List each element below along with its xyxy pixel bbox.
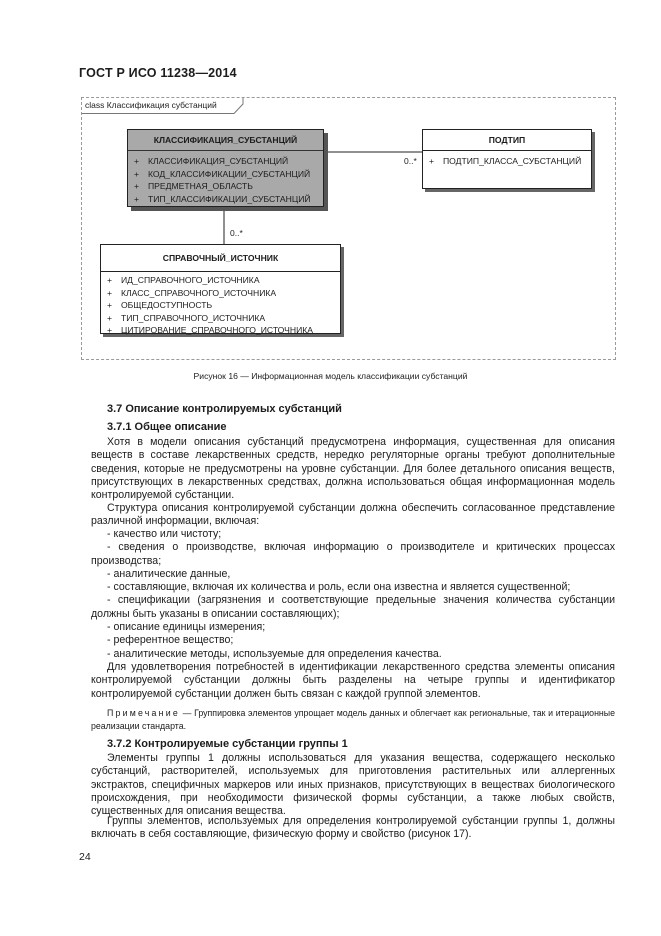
page-number: 24 <box>79 851 91 863</box>
class-title: КЛАССИФИКАЦИЯ_СУБСТАНЦИЙ <box>128 130 323 151</box>
note: Примечание — Группировка элементов упрощает модель данных и облегчает как региональные, так и итерационные реализации стандарта. <box>91 708 616 731</box>
note-label: Примечание <box>107 708 180 718</box>
class-title: ПОДТИП <box>423 130 591 151</box>
list-item: - референтное вещество; <box>107 634 234 647</box>
class-attribute: + КЛАССИФИКАЦИЯ_СУБСТАНЦИЙ <box>134 156 289 166</box>
class-attribute: + ЦИТИРОВАНИЕ_СПРАВОЧНОГО_ИСТОЧНИКА <box>107 325 314 335</box>
list-item: - аналитические данные, <box>107 567 231 580</box>
section-heading-3-7: 3.7 Описание контролируемых субстанций <box>107 403 342 415</box>
class-attribute: + КОД_КЛАССИФИКАЦИИ_СУБСТАНЦИЙ <box>134 168 311 179</box>
section-heading-3-7-1: 3.7.1 Общее описание <box>107 421 227 433</box>
list-item: - описание единицы измерения; <box>107 621 266 634</box>
list-item: - качество или чистоту; <box>107 528 222 540</box>
bullet-list <box>91 528 615 661</box>
paragraph: Для удовлетворения потребностей в идентификации лекарственного средства элементы описания контролируемой субстанции должны быть разделены на четыре группы и идентификатор контролируемой субстанции должен быть связан с каждой группой элементов. <box>91 661 615 700</box>
section-heading-3-7-2: 3.7.2 Контролируемые субстанции группы 1 <box>107 738 348 750</box>
list-item: - аналитические методы, используемые для определения качества. <box>107 647 442 660</box>
class-title: СПРАВОЧНЫЙ_ИСТОЧНИК <box>101 245 340 272</box>
class-attribute: + КЛАСС_СПРАВОЧНОГО_ИСТОЧНИКА <box>107 287 277 298</box>
class-subtype[interactable] <box>422 129 592 189</box>
list-item: - составляющие, включая их количества и роль, если она известна и является существенной; <box>107 581 571 594</box>
multiplicity-reference: 0..* <box>230 228 243 238</box>
class-attribute: + ТИП_КЛАССИФИКАЦИИ_СУБСТАНЦИЙ <box>134 193 311 204</box>
paragraph: Элементы группы 1 должны использоваться для указания вещества, содержащего несколько субстанций, растворителей, используемых для приготовления растительных или аллергенных экстрактов, специфичных маркеров или иных признаков, присутствующих в веществах биологического происхождения, при необходимости физической формы субстанции, а также любых свойств, существенных для описания вещества. <box>91 752 615 818</box>
uml-figure-frame <box>81 97 616 360</box>
class-reference-source[interactable] <box>100 244 341 334</box>
frame-tab-label: class Классификация субстанций <box>82 98 231 113</box>
document-header: ГОСТ Р ИСО 11238—2014 <box>79 66 237 80</box>
multiplicity-subtype: 0..* <box>404 156 417 166</box>
list-item: - спецификации (загрязнения и соответствующие предельные значения количества субстанции должны быть указаны в описании составляющих); <box>91 594 615 620</box>
list-item: - сведения о производстве, включая информацию о производителе и критических процессах производства; <box>91 541 615 567</box>
paragraph: Хотя в модели описания субстанций предусмотрена информация, существенная для описания веществ в составе лекарственных средств, нередко регуляторные органы требуют дополнительные сведения, которые не предусмотрены на уровне субстанции. Для более детального описания веществ, присутствующих в лекарственных средствах, должна использоваться общая информационная модель контролируемой субстанции. <box>91 436 615 502</box>
class-attribute: + ОБЩЕДОСТУПНОСТЬ <box>107 300 213 310</box>
paragraph: Структура описания контролируемой субстанции должна обеспечить согласованное представление различной информации, включая: <box>91 502 615 528</box>
paragraph: Группы элементов, используемых для определения контролируемой субстанции группы 1, должны включать в себя составляющие, физическую форму и свойство (рисунок 17). <box>91 815 615 841</box>
class-substance-classification[interactable] <box>127 129 324 207</box>
class-attribute: + ТИП_СПРАВОЧНОГО_ИСТОЧНИКА <box>107 312 266 323</box>
figure-caption: Рисунок 16 — Информационная модель классификации субстанций <box>193 371 468 381</box>
class-attribute: + ПРЕДМЕТНАЯ_ОБЛАСТЬ <box>134 181 253 191</box>
class-attribute: + ПОДТИП_КЛАССА_СУБСТАНЦИЙ <box>429 156 582 166</box>
class-attribute: + ИД_СПРАВОЧНОГО_ИСТОЧНИКА <box>107 275 260 285</box>
